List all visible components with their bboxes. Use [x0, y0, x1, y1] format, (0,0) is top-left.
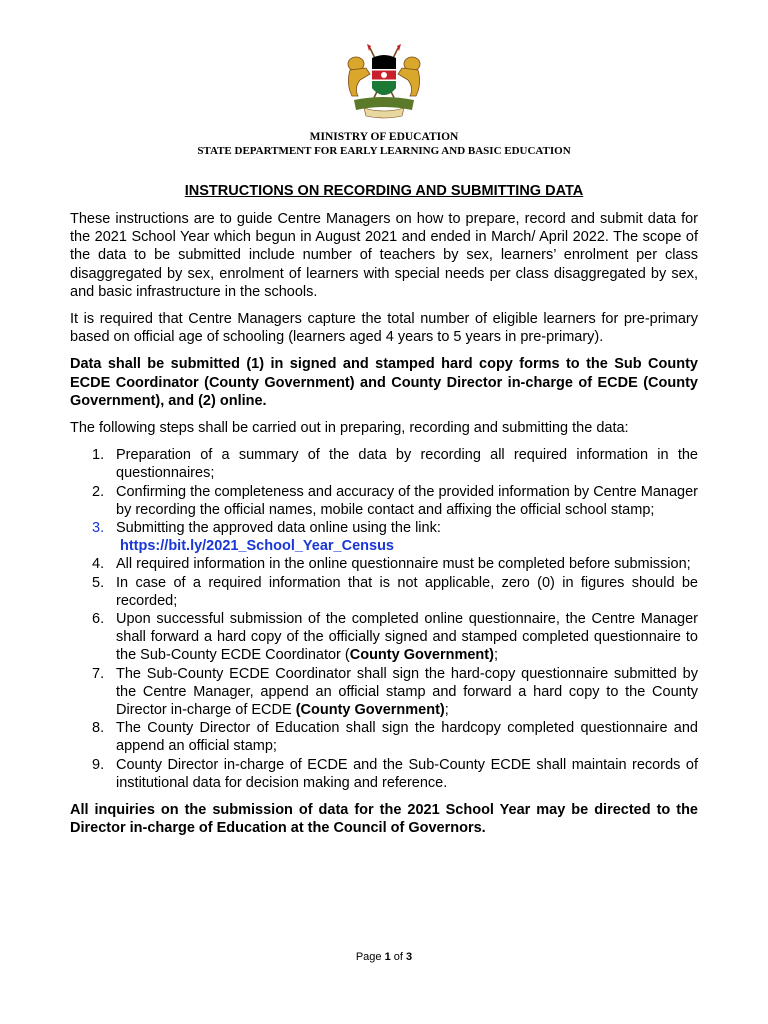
step-number: 3. — [92, 520, 105, 537]
submission-paragraph: Data shall be submitted (1) in signed and stamped hard copy forms to the Sub County ECDE Coordinator (County Government) and County Director in-charge of ECDE (County Government), and (2) online. — [70, 356, 698, 409]
list-item — [70, 610, 698, 665]
closing-paragraph: All inquiries on the submission of data for the 2021 School Year may be directed to the Director in-charge of Education at the Council of Governors. — [70, 802, 698, 837]
document-body — [70, 210, 698, 847]
page-of: of — [390, 951, 407, 963]
department-name: STATE DEPARTMENT FOR EARLY LEARNING AND BASIC EDUCATION — [197, 145, 571, 157]
requirement-paragraph: It is required that Centre Managers capture the total number of eligible learners for pre-primary based on official age of schooling (learners aged 4 years to 5 years in pre-primary). — [70, 311, 698, 346]
step-tail: ; — [493, 647, 498, 664]
step-text: Confirming the completeness and accuracy of the provided information by Centre Manager by recording the official names, mobile contact and affixing the official school stamp; — [116, 483, 698, 518]
step-text: All required information in the online questionnaire must be completed before submission; — [116, 556, 691, 573]
step-number: 4. — [92, 556, 105, 573]
page-number — [0, 951, 768, 963]
step-text: The County Director of Education shall sign the hardcopy completed questionnaire and append an official stamp; — [116, 720, 698, 755]
step-number: 2. — [92, 483, 105, 500]
step-number: 5. — [92, 574, 105, 591]
list-item — [70, 555, 698, 573]
step-number: 7. — [92, 665, 105, 682]
step-bold-text: County Government) — [349, 647, 494, 664]
page-total: 3 — [406, 951, 413, 963]
step-tail: ; — [444, 702, 449, 719]
intro-paragraph: These instructions are to guide Centre Managers on how to prepare, record and submit data for the 2021 School Year which begun in August 2021 and ended in March/ April 2022. The scope of the data to be submitted include number of teachers by sex, learners’ enrolment per class disaggregated by sex, enrolment of learners with special needs per class disaggregated by sex, and basic infrastructure in the schools. — [70, 211, 698, 300]
list-item — [70, 446, 698, 482]
page-prefix: Page — [355, 951, 385, 963]
step-number: 9. — [92, 756, 105, 773]
list-item — [70, 483, 698, 519]
steps-list — [70, 446, 698, 792]
step-text: Upon successful submission of the completed online questionnaire, the Centre Manager shall forward a hard copy of the officially signed and stamped completed questionnaire to the Sub-County ECDE Coordinator ( — [116, 611, 698, 664]
step-text: In case of a required information that is not applicable, zero (0) in figures should be recorded; — [116, 574, 698, 609]
step-number: 1. — [92, 447, 105, 464]
ministry-name: MINISTRY OF EDUCATION — [309, 131, 459, 143]
step-bold-text: (County Government) — [295, 702, 445, 719]
list-item — [70, 574, 698, 610]
coat-of-arms-icon — [342, 44, 426, 122]
list-item — [70, 719, 698, 755]
document-title: INSTRUCTIONS ON RECORDING AND SUBMITTING DATA — [184, 183, 584, 199]
step-number: 8. — [92, 720, 105, 737]
census-link[interactable]: https://bit.ly/2021_School_Year_Census — [120, 538, 394, 555]
step-text: Submitting the approved data online using the link: — [116, 520, 441, 537]
step-text: Preparation of a summary of the data by recording all required information in the questionnaires; — [116, 447, 698, 482]
list-item — [70, 519, 698, 555]
page-current: 1 — [384, 951, 391, 963]
steps-intro: The following steps shall be carried out in preparing, recording and submitting the data: — [70, 420, 629, 437]
list-item — [70, 665, 698, 720]
step-text: County Director in-charge of ECDE and the Sub-County ECDE shall maintain records of institutional data for decision making and reference. — [116, 756, 698, 791]
step-number: 6. — [92, 611, 105, 628]
step-text: The Sub-County ECDE Coordinator shall sign the hard-copy questionnaire submitted by the Centre Manager, append an official stamp and forward a hard copy to the County Director in-charge of ECDE — [116, 665, 698, 719]
list-item — [70, 756, 698, 792]
